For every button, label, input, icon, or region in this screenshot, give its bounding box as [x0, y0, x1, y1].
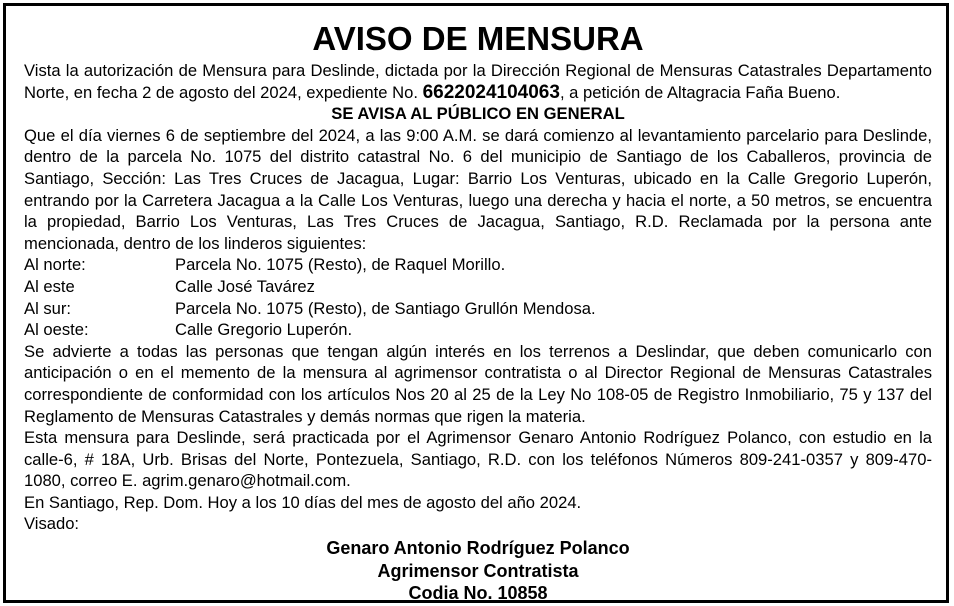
boundary-value: Parcela No. 1075 (Resto), de Raquel Morillo.: [175, 255, 506, 275]
boundary-value: Parcela No. 1075 (Resto), de Santiago Grullón Mendosa.: [175, 298, 596, 318]
boundary-label: Al este: [24, 276, 75, 296]
visado-label: Visado:: [24, 514, 80, 534]
boundary-value: Calle José Tavárez: [175, 276, 315, 296]
boundary-label: Al sur:: [24, 298, 72, 318]
notice-subtitle: SE AVISA AL PÚBLICO EN GENERAL: [331, 104, 625, 124]
boundary-row: [24, 319, 932, 341]
notice-title: AVISO DE MENSURA: [312, 20, 644, 57]
intro-text-end: , a petición de Altagracia Faña Bueno.: [559, 82, 841, 102]
boundary-row: [24, 276, 932, 298]
boundary-value: Calle Gregorio Luperón.: [175, 320, 353, 340]
surveyor-paragraph: Esta mensura para Deslinde, será practicada por el Agrimensor Genaro Antonio Rodríguez Polanco, con estudio en la calle-6, # 18A, Urb. Brisas del Norte, Pontezuela, Santiago, R.D. con los teléfonos Números 809-241-0357 y 809-470-1080, correo E. agrim.genaro@hotmail.com.: [24, 428, 932, 491]
notice-border: [3, 3, 949, 603]
boundaries-list: [24, 254, 932, 340]
expediente-number: 6622024104063: [422, 81, 560, 103]
signature-block: [24, 537, 932, 605]
closing-line: En Santiago, Rep. Dom. Hoy a los 10 días del mes de agosto del año 2024.: [24, 492, 582, 512]
notice-content: [24, 20, 932, 605]
intro-text: Vista la autorización de Mensura para Deslinde, dictada por la Dirección Regional de Mensuras Catastrales Departamento Norte, en fecha 2 de agosto del 2024, expediente No.: [24, 61, 932, 102]
signature-role: Agrimensor Contratista: [377, 560, 579, 581]
boundary-row: [24, 298, 932, 320]
signature-codia: Codia No. 10858: [408, 583, 548, 604]
boundary-label: Al oeste:: [24, 320, 89, 340]
warning-paragraph: Se advierte a todas las personas que tengan algún interés en los terrenos a Deslindar, que deben comunicarlo con anticipación o en el memento de la mensura al agrimensor contratista o al Director Regional de Mensuras Catastrales correspondiente de conformidad con los artículos Nos 20 al 25 de la Ley No 108-05 de Registro Inmobiliario, 75 y 137 del Reglamento de Mensuras Catastrales y demás normas que rigen la materia.: [24, 341, 932, 426]
boundary-label: Al norte:: [24, 255, 86, 275]
survey-paragraph: Que el día viernes 6 de septiembre del 2024, a las 9:00 A.M. se dará comienzo al levantamiento parcelario para Deslinde, dentro de la parcela No. 1075 del distrito catastral No. 6 del municipio de Santiago de los Caballeros, provincia de Santiago, Sección: Las Tres Cruces de Jacagua, Lugar: Barrio Los Venturas, ubicado en la Calle Gregorio Luperón, entrando por la Carretera Jacagua a la Calle Los Venturas, luego una derecha y hacia el norte, a 50 metros, se encuentra la propiedad, Barrio Los Venturas, Las Tres Cruces de Jacagua, Santiago, R.D. Reclamada por la persona ante mencionada, dentro de los linderos siguientes:: [24, 125, 932, 253]
intro-paragraph: [24, 60, 932, 103]
signature-name: Genaro Antonio Rodríguez Polanco: [326, 538, 630, 559]
boundary-row: [24, 254, 932, 276]
